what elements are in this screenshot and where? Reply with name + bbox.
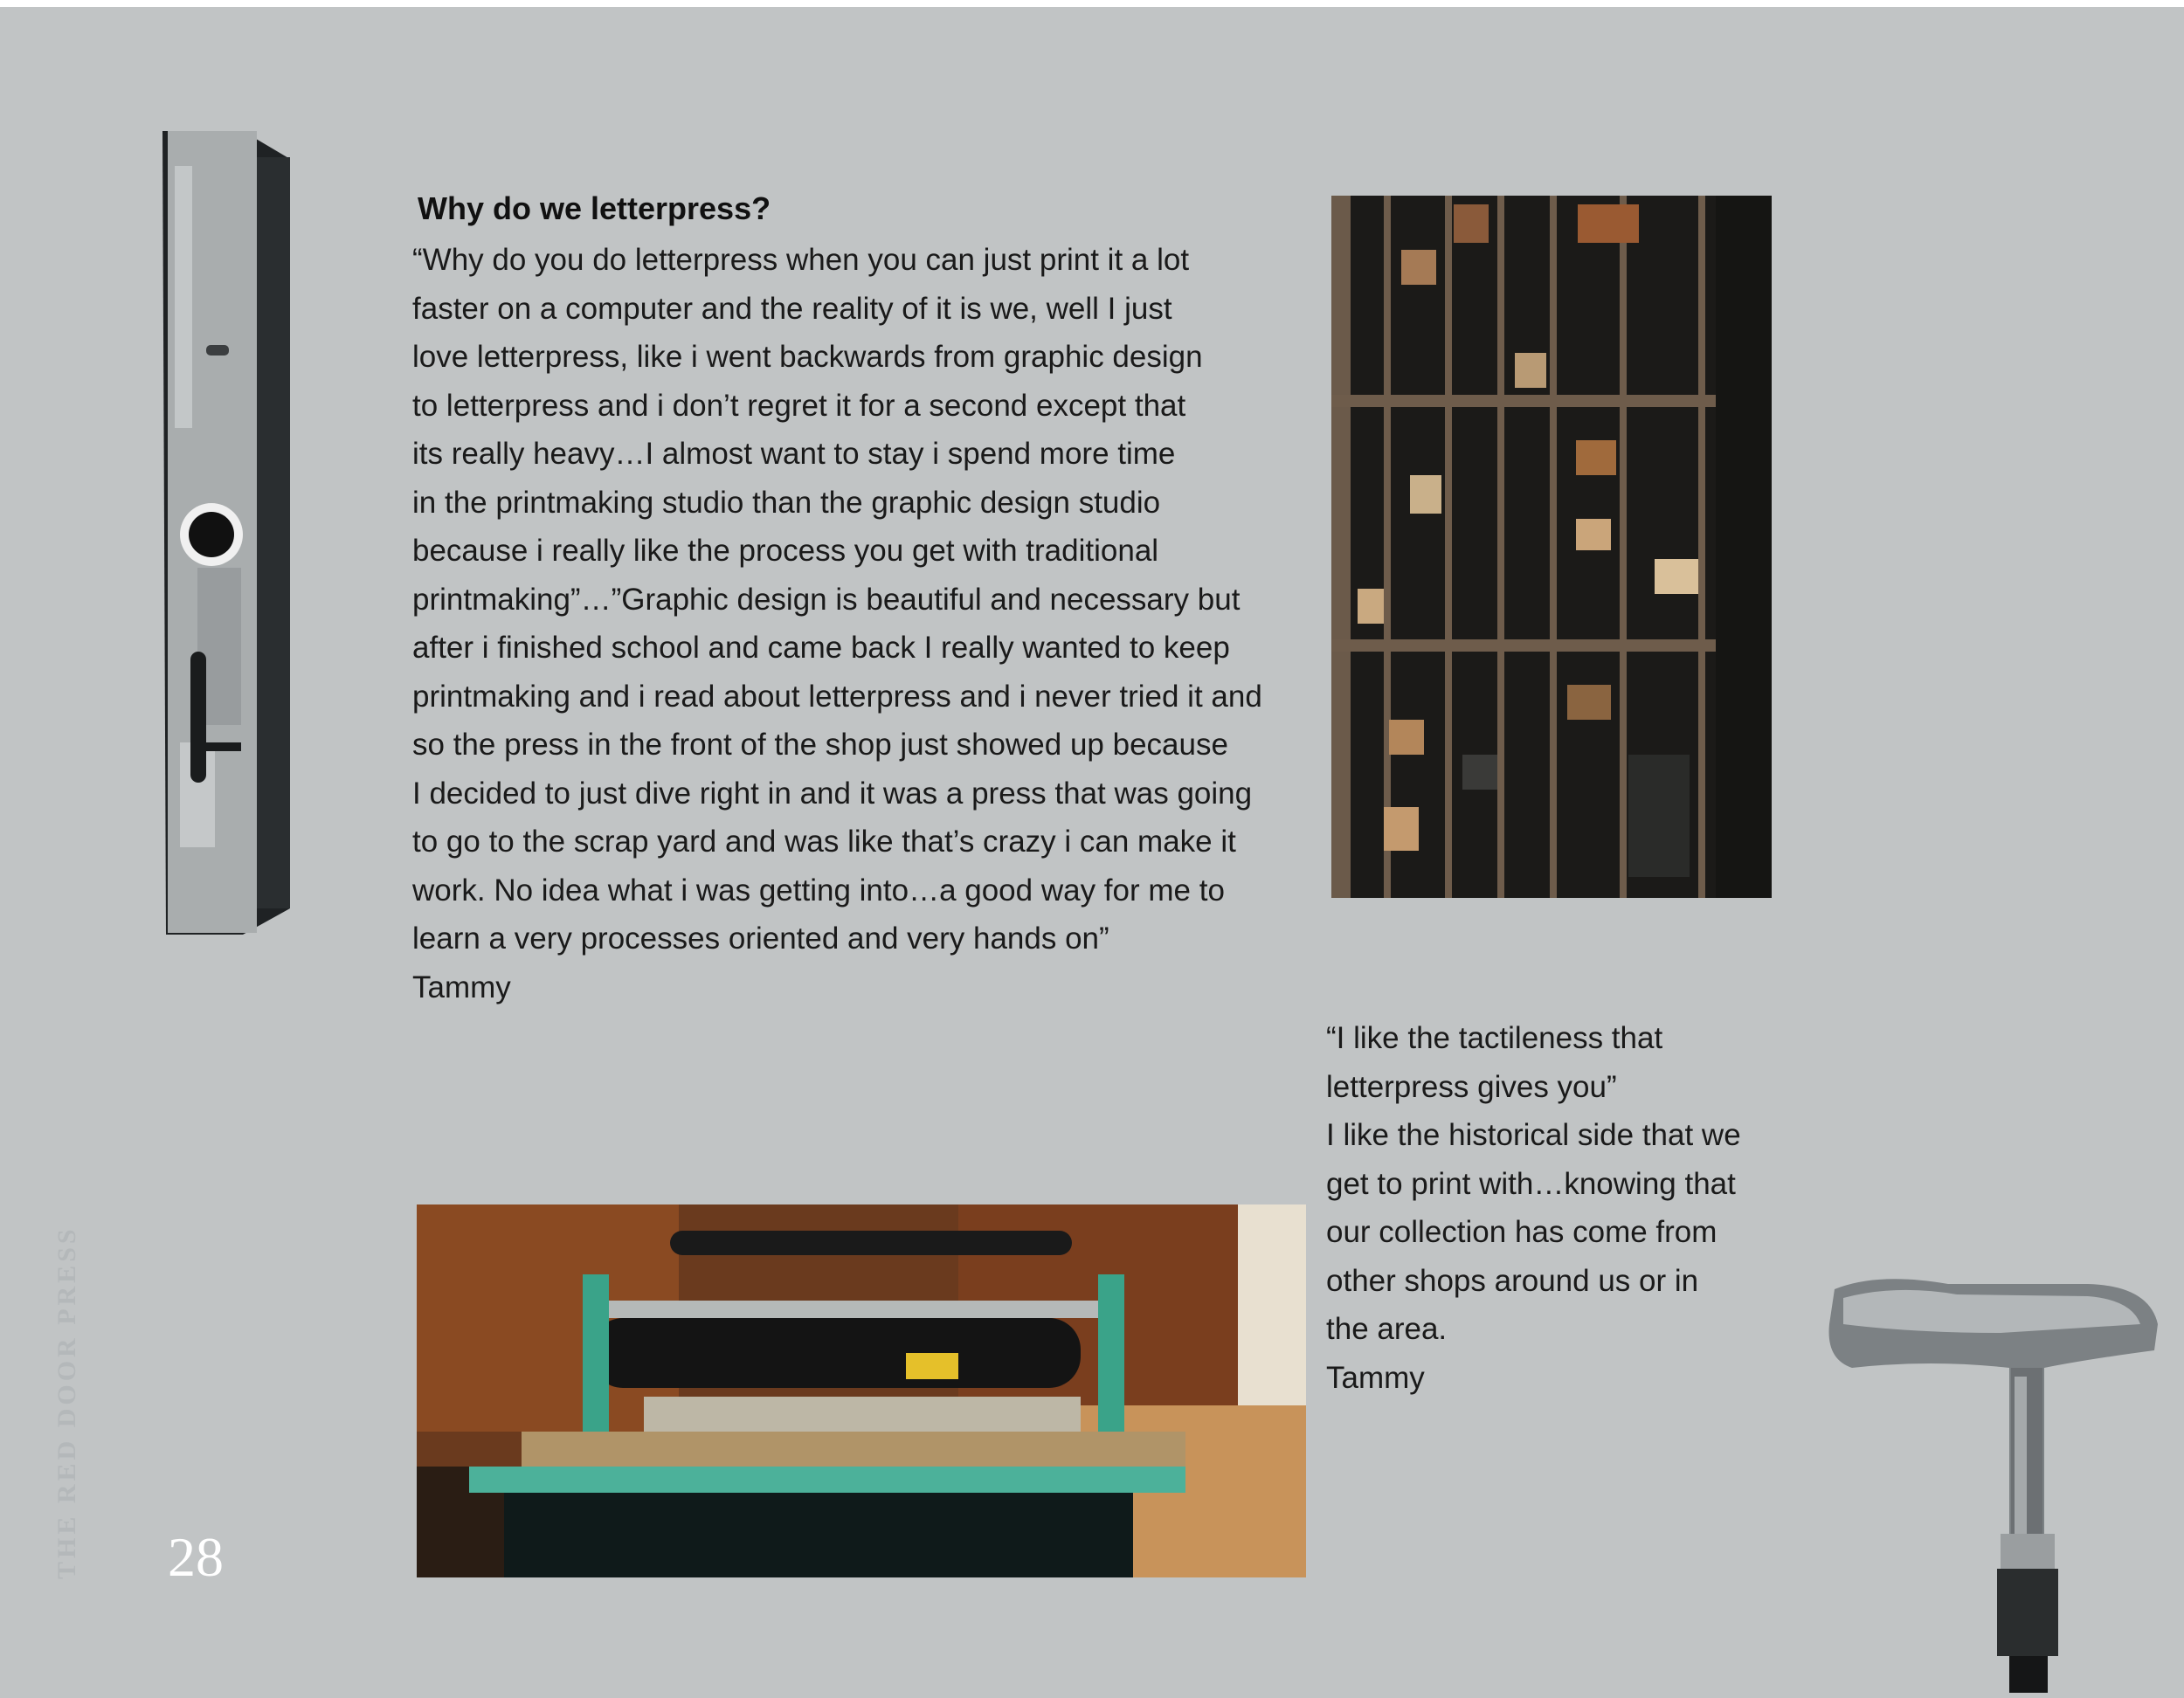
article-heading: Why do we letterpress? — [418, 190, 771, 226]
quote-line: “Why do you do letterpress when you can just print it a lot — [412, 243, 1190, 277]
quote-line: printmaking and i read about letterpress and i never tried it and — [412, 679, 1262, 714]
quote-line: faster on a computer and the reality of it is we, well I just — [412, 291, 1172, 326]
quote-line: because i really like the process you get with traditional — [412, 534, 1159, 568]
quoin-tool-image — [162, 131, 290, 935]
quote-line: to letterpress and i don’t regret it for a second except that — [412, 388, 1186, 423]
quote-line: I decided to just dive right in and it was a press that was going — [412, 776, 1253, 811]
quote-line: get to print with…knowing that — [1326, 1166, 1736, 1201]
quote-line: in the printmaking studio than the graphic design studio — [412, 485, 1161, 520]
hammer-image — [1826, 1272, 2158, 1693]
quote-line: other shops around us or in — [1326, 1263, 1699, 1298]
quote-line: to go to the scrap yard and was like that’s crazy i can make it — [412, 825, 1236, 859]
quote-line: learn a very processes oriented and very hands on” — [412, 921, 1109, 956]
quote-line: work. No idea what i was getting into…a good way for me to — [412, 873, 1225, 908]
quote-attribution: Tammy — [1326, 1360, 1425, 1395]
quote-attribution: Tammy — [412, 970, 511, 1004]
publication-name: THE RED DOOR PRESS — [52, 1225, 81, 1579]
type-case-image — [1331, 196, 1772, 898]
quote-line: love letterpress, like i went backwards from graphic design — [412, 340, 1203, 374]
quote-line: I like the historical side that we — [1326, 1118, 1741, 1152]
quote-line: our collection has come from — [1326, 1215, 1717, 1249]
quote-line: its really heavy…I almost want to stay i spend more time — [412, 437, 1176, 471]
side-quote — [1326, 1014, 1815, 1402]
quote-line: so the press in the front of the shop just showed up because — [412, 728, 1228, 762]
quote-line: “I like the tactileness that — [1326, 1021, 1663, 1055]
quote-line: printmaking”…”Graphic design is beautiful and necessary but — [412, 582, 1241, 617]
main-quote — [412, 236, 1321, 1011]
quote-line: letterpress gives you” — [1326, 1069, 1617, 1104]
magazine-page — [0, 7, 2184, 1698]
quote-line: after i finished school and came back I really wanted to keep — [412, 631, 1230, 665]
quote-line: the area. — [1326, 1312, 1448, 1346]
letterpress-press-image — [417, 1204, 1306, 1577]
page-number: 28 — [168, 1526, 224, 1588]
